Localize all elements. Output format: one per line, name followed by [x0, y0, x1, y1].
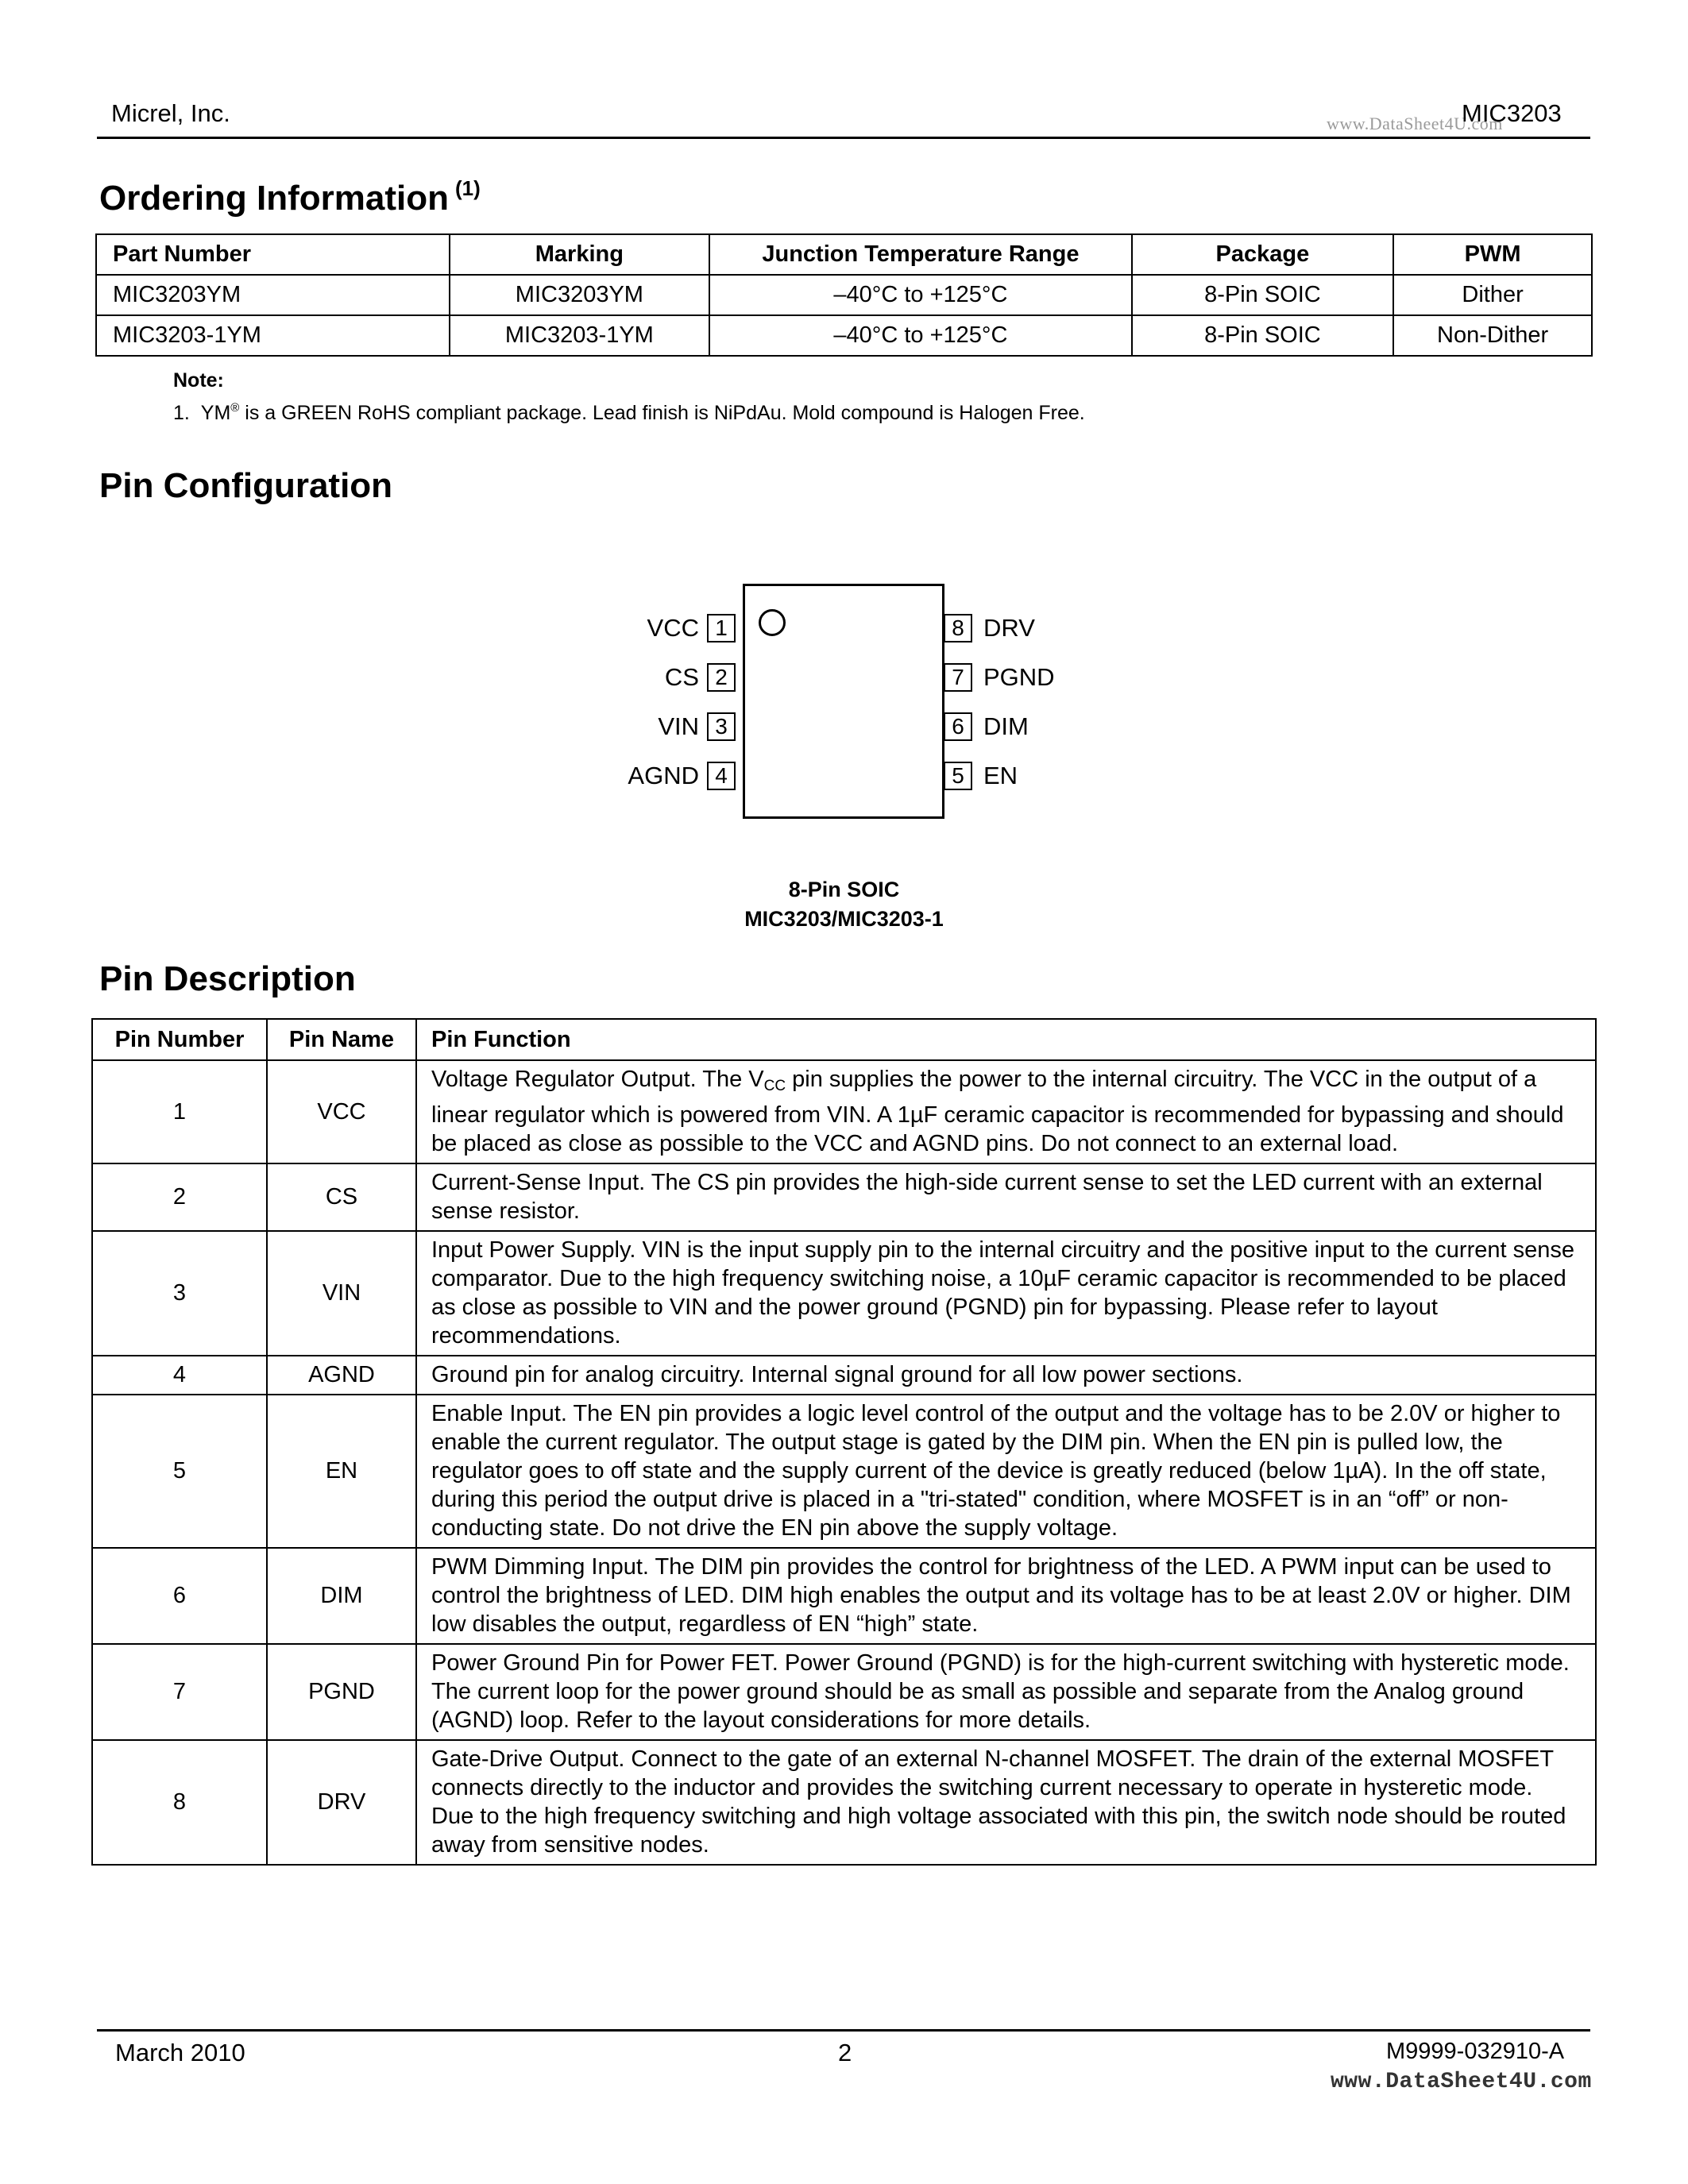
col-pwm: PWM	[1393, 234, 1592, 275]
pin-number-8: 8	[944, 614, 972, 642]
header-divider	[97, 137, 1590, 139]
ordering-footnote-ref: (1)	[455, 176, 481, 200]
pin-label-drv: DRV	[983, 614, 1035, 642]
footer-document-id: M9999-032910-A	[1386, 2039, 1565, 2064]
pin-number-2: 2	[707, 663, 736, 692]
diagram-caption-package: 8-Pin SOIC	[788, 878, 900, 901]
cell-pwm: Dither	[1393, 275, 1592, 315]
cell-pin-name: DIM	[267, 1548, 416, 1644]
ordering-header-row	[96, 234, 1592, 275]
cell-temp-range: –40°C to +125°C	[709, 315, 1131, 356]
cell-pin-name: VCC	[267, 1060, 416, 1163]
note-ym: YM	[200, 402, 231, 424]
pin-number-1: 1	[707, 614, 736, 642]
col-pin-function: Pin Function	[416, 1019, 1596, 1060]
cell-package: 8-Pin SOIC	[1132, 315, 1394, 356]
pin-label-en: EN	[983, 762, 1018, 789]
cell-pin-function: Voltage Regulator Output. The $V_{CC}$ pin supplies the power to the internal circuitry. The VCC in the output of a linear regulator which is powered from VIN. A 1µF ceramic capacitor is recommended for bypassing and should be placed as close as possible to the VCC and AGND pins. Do not connect to an external load.	[416, 1060, 1596, 1163]
cell-pwm: Non-Dither	[1393, 315, 1592, 356]
note-text: is a GREEN RoHS compliant package. Lead finish is NiPdAu. Mold compound is Halogen Free.	[239, 402, 1085, 424]
cell-part-number: MIC3203-1YM	[96, 315, 450, 356]
header-watermark: www.DataSheet4U.com	[1327, 114, 1503, 133]
pin-number-6: 6	[944, 712, 972, 741]
pin-label-agnd: AGND	[628, 762, 699, 789]
pin-number-4: 4	[707, 762, 736, 790]
pin-label-vin: VIN	[658, 712, 699, 740]
cell-pin-number: 1	[92, 1060, 267, 1163]
cell-marking: MIC3203YM	[450, 275, 710, 315]
footer-divider	[97, 2029, 1590, 2032]
table-row	[96, 275, 1592, 315]
footer-page-number: 2	[838, 2039, 852, 2066]
pin-label-dim: DIM	[983, 712, 1029, 740]
cell-pin-function: Gate-Drive Output. Connect to the gate of an external N-channel MOSFET. The drain of the external MOSFET connects directly to the inductor and provides the switching current necessary to operate in hysteretic mode. Due to the high frequency switching and high voltage associated with this pin, the switch node should be routed away from sensitive nodes.	[416, 1740, 1596, 1865]
table-row	[92, 1548, 1596, 1644]
ordering-info-heading: Ordering Information $^{(1)}$	[99, 176, 481, 218]
pin-description-header-row	[92, 1019, 1596, 1060]
cell-pin-name: AGND	[267, 1356, 416, 1395]
header-part-number: MIC3203	[1462, 99, 1562, 127]
cell-pin-number: 7	[92, 1644, 267, 1740]
cell-pin-number: 6	[92, 1548, 267, 1644]
cell-pin-function: Input Power Supply. VIN is the input supply pin to the internal circuitry and the positive input to the current sense comparator. Due to the high frequency switching noise, a 10µF ceramic capacitor is recommended to be placed as close as possible to VIN and the power ground (PGND) pin for bypassing. Please refer to layout recommendations.	[416, 1231, 1596, 1356]
col-marking: Marking	[450, 234, 710, 275]
cell-pin-number: 4	[92, 1356, 267, 1395]
pin-number-3: 3	[707, 712, 736, 741]
cell-part-number: MIC3203YM	[96, 275, 450, 315]
col-package: Package	[1132, 234, 1394, 275]
cell-package: 8-Pin SOIC	[1132, 275, 1394, 315]
table-row	[92, 1356, 1596, 1395]
cell-pin-number: 8	[92, 1740, 267, 1865]
cell-temp-range: –40°C to +125°C	[709, 275, 1131, 315]
table-row	[92, 1163, 1596, 1231]
cell-pin-name: DRV	[267, 1740, 416, 1865]
table-row	[92, 1060, 1596, 1163]
col-pin-number: Pin Number	[92, 1019, 267, 1060]
table-row	[92, 1740, 1596, 1865]
header-company: Micrel, Inc.	[111, 99, 230, 127]
cell-pin-name: PGND	[267, 1644, 416, 1740]
cell-pin-function: Power Ground Pin for Power FET. Power Ground (PGND) is for the high-current switching with hysteretic mode. The current loop for the power ground should be as small as possible and separate from the Analog ground (AGND) loop. Refer to the layout considerations for more details.	[416, 1644, 1596, 1740]
cell-pin-function: Enable Input. The EN pin provides a logic level control of the output and the voltage has to be 2.0V or higher to enable the current regulator. The output stage is gated by the DIM pin. When the EN pin is pulled low, the regulator goes to off state and the supply current of the device is greatly reduced (below 1µA). In the off state, during this period the output drive is placed in a "tri-stated" condition, where MOSFET is in an “off” or non-conducting state. Do not drive the EN pin above the supply voltage.	[416, 1395, 1596, 1548]
pin1-indicator-dot	[759, 609, 786, 636]
cell-pin-name: CS	[267, 1163, 416, 1231]
pin-label-cs: CS	[664, 663, 699, 691]
col-pin-name: Pin Name	[267, 1019, 416, 1060]
cell-pin-function: Current-Sense Input. The CS pin provides the high-side current sense to set the LED current with an external sense resistor.	[416, 1163, 1596, 1231]
pin-number-7: 7	[944, 663, 972, 692]
pin-description-table	[91, 1018, 1597, 1866]
cell-pin-name: VIN	[267, 1231, 416, 1356]
pin-label-pgnd: PGND	[983, 663, 1055, 691]
cell-pin-function: PWM Dimming Input. The DIM pin provides the control for brightness of the LED. A PWM input can be used to control the brightness of LED. DIM high enables the output and its voltage has to be at least 2.0V or higher. DIM low disables the output, regardless of EN “high” state.	[416, 1548, 1596, 1644]
note-heading: Note:	[173, 369, 224, 392]
col-temp-range: Junction Temperature Range	[709, 234, 1131, 275]
diagram-caption-parts: MIC3203/MIC3203-1	[744, 907, 944, 931]
note-item	[173, 401, 1085, 425]
footer-watermark: www.DataSheet4U.com	[1331, 2070, 1592, 2094]
cell-pin-number: 5	[92, 1395, 267, 1548]
pin-number-5: 5	[944, 762, 972, 790]
note-number: 1.	[173, 402, 190, 424]
table-row	[96, 315, 1592, 356]
pin-config-heading: Pin Configuration	[99, 466, 393, 505]
registered-mark: ®	[230, 401, 240, 415]
pin-label-vcc: VCC	[647, 614, 699, 642]
footer-date: March 2010	[115, 2039, 245, 2066]
col-part-number: Part Number	[96, 234, 450, 275]
cell-pin-number: 2	[92, 1163, 267, 1231]
cell-pin-number: 3	[92, 1231, 267, 1356]
ordering-table	[95, 233, 1593, 357]
table-row	[92, 1644, 1596, 1740]
table-row	[92, 1395, 1596, 1548]
table-row	[92, 1231, 1596, 1356]
cell-pin-name: EN	[267, 1395, 416, 1548]
cell-pin-function: Ground pin for analog circuitry. Internal signal ground for all low power sections.	[416, 1356, 1596, 1395]
cell-marking: MIC3203-1YM	[450, 315, 710, 356]
pin-description-heading: Pin Description	[99, 959, 356, 998]
